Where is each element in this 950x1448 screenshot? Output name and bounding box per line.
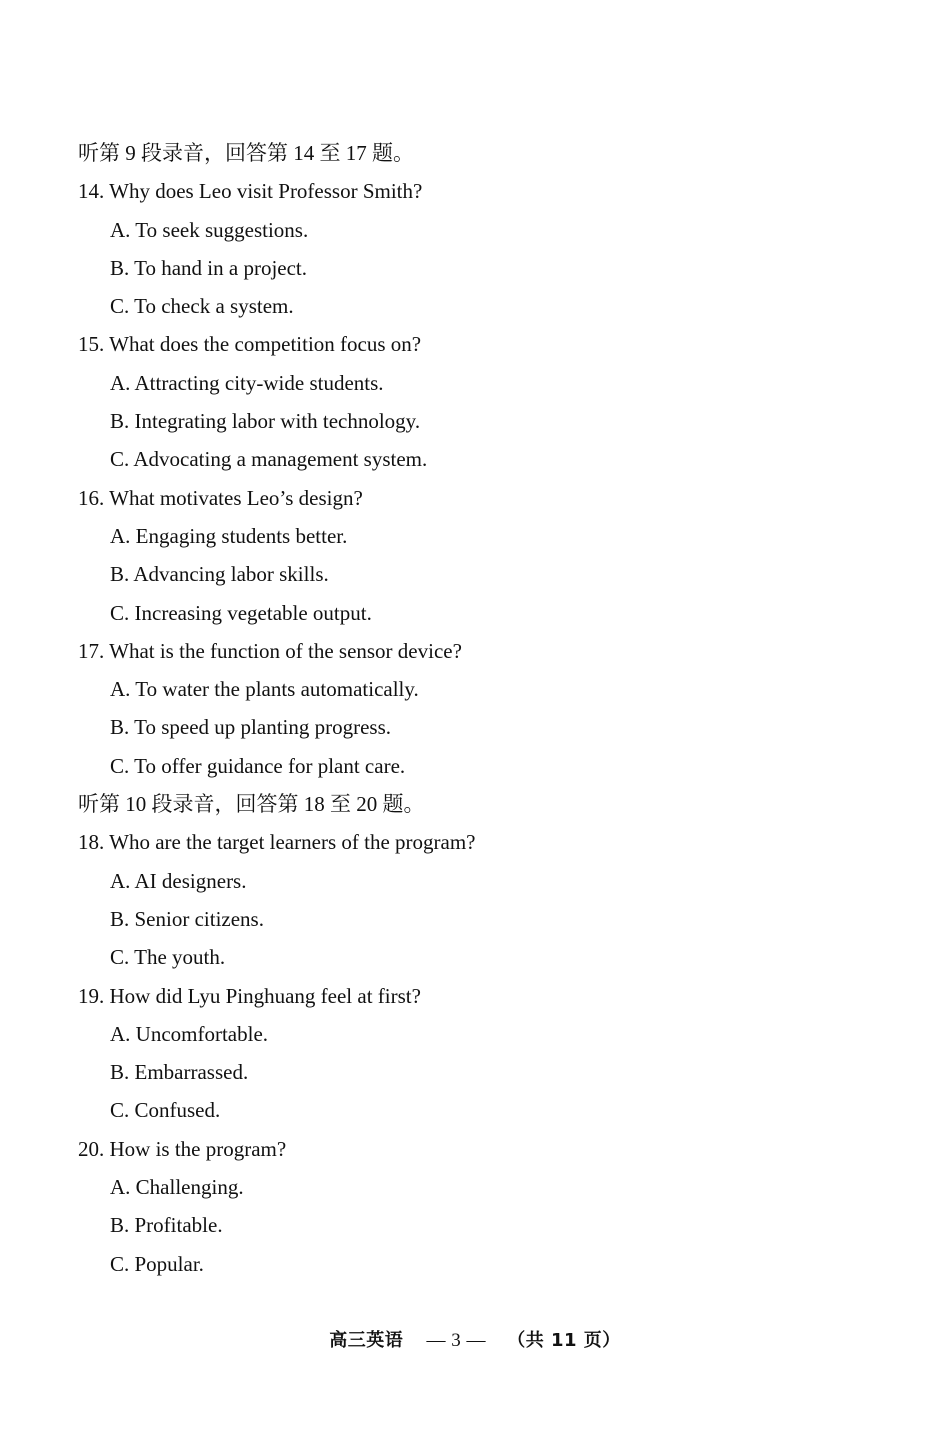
answer-option: A. To water the plants automatically. <box>110 677 419 702</box>
answer-option: B. Senior citizens. <box>110 906 264 931</box>
answer-option: A. Uncomfortable. <box>110 1021 269 1046</box>
answer-option: B. Profitable. <box>110 1213 223 1238</box>
answer-option: C. The youth. <box>110 945 226 970</box>
answer-option: B. Integrating labor with technology. <box>110 409 421 434</box>
answer-option: A. AI designers. <box>110 868 247 893</box>
answer-option: B. To speed up planting progress. <box>110 715 392 740</box>
footer-page-number: — 3 — <box>426 1330 486 1351</box>
answer-option: B. Advancing labor skills. <box>110 562 329 587</box>
question-stem: 18. Who are the target learners of the program? <box>78 830 476 855</box>
question-block <box>78 825 878 978</box>
section-heading: 听第 10 段录音，回答第 18 至 20 题。 <box>78 792 425 817</box>
question-block <box>78 1132 878 1285</box>
answer-option: B. Embarrassed. <box>110 1060 249 1085</box>
answer-option: C. Advocating a management system. <box>110 447 428 472</box>
answer-option: C. Confused. <box>110 1098 221 1123</box>
answer-option: A. Attracting city-wide students. <box>110 370 384 395</box>
question-stem: 20. How is the program? <box>78 1136 287 1161</box>
section-heading: 听第 9 段录音，回答第 14 至 17 题。 <box>78 141 414 165</box>
answer-option: C. Increasing vegetable output. <box>110 600 372 625</box>
question-stem: 16. What motivates Leo’s design? <box>78 485 363 510</box>
answer-option: C. To offer guidance for plant care. <box>110 753 406 778</box>
footer-subject: 高三英语 <box>329 1330 404 1351</box>
footer-total-pages: （共 11 页） <box>507 1330 621 1351</box>
question-block <box>78 481 878 634</box>
question-stem: 17. What is the function of the sensor device? <box>78 638 462 663</box>
question-block <box>78 634 878 787</box>
answer-option: A. Challenging. <box>110 1175 244 1200</box>
answer-option: A. Engaging students better. <box>110 523 348 548</box>
answer-option: C. Popular. <box>110 1251 204 1276</box>
answer-option: A. To seek suggestions. <box>110 217 309 242</box>
question-block <box>78 174 878 327</box>
question-stem: 14. Why does Leo visit Professor Smith? <box>78 179 423 204</box>
question-block <box>78 327 878 480</box>
listening-section <box>78 136 878 1285</box>
question-stem: 19. How did Lyu Pinghuang feel at first? <box>78 983 421 1008</box>
question-stem: 15. What does the competition focus on? <box>78 332 422 357</box>
answer-option: C. To check a system. <box>110 294 294 319</box>
answer-option: B. To hand in a project. <box>110 255 308 280</box>
question-block <box>78 979 878 1132</box>
page-footer <box>0 1326 950 1356</box>
